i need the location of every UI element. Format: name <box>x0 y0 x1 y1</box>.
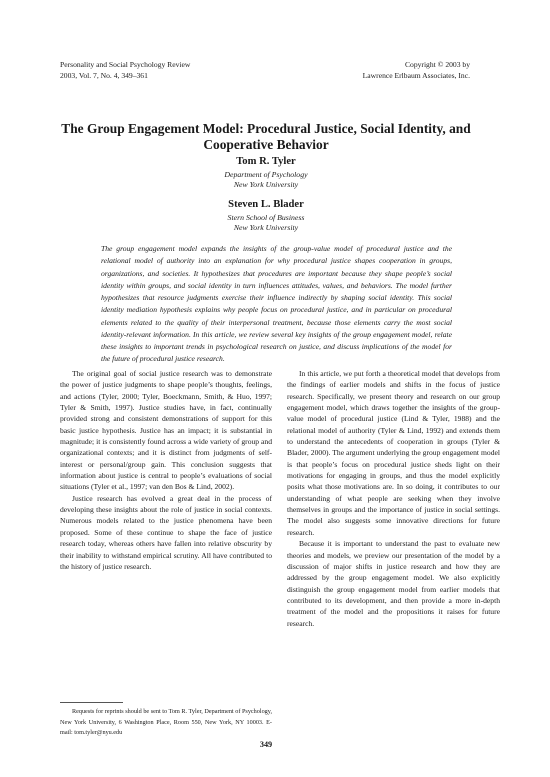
article-title: The Group Engagement Model: Procedural Justice, Social Identity, and Cooperative Behavior <box>61 121 471 152</box>
journal-name: Personality and Social Psychology Review <box>60 60 191 69</box>
body-paragraph: In this article, we put forth a theoretical model that develops from the findings of earlier models and shifts in the focus of justice research. Specifically, we present theory and research on our group engagement model, which draws together the insights of the group-value model of procedural justice (Lind & Tyler, 1988) and the relational model of authority (Tyler & Lind, 1992) and extends them to understand the antecedents of cooperation in groups (Tyler & Blader, 2000). The argument underlying the group engagement model is that people’s focus on procedural justice sheds light on their motivations for engaging in groups, and thus the model explicitly posits what those motivations are. In so doing, it contributes to our understanding of what people are seeking when they involve themselves in groups and the importance of justice in social settings. The model also suggests some innovative directions for future research. <box>287 369 500 537</box>
volume-info: 2003, Vol. 7, No. 4, 349–361 <box>60 70 148 80</box>
author-affiliation <box>60 170 472 191</box>
body-paragraph: Justice research has evolved a great deal in the process of developing these insights about the role of justice in social contexts. Numerous models related to the justice phenomena have been proposed. Some of these continue to shape the face of justice research today, whereas others have fallen into relative obscurity by their inability to withstand empirical scrutiny. All have contributed to the history of justice research. <box>60 493 272 571</box>
author-affiliation <box>60 213 472 234</box>
copyright-line: Copyright © 2003 by <box>404 60 470 69</box>
running-header-right <box>363 60 470 81</box>
footnote-divider <box>60 702 123 703</box>
body-paragraph: Because it is important to understand the past to evaluate new theories and models, we preview our presentation of the model by a discussion of major shifts in justice research and how they are addressed by the group engagement model. We also explicitly distinguish the group engagement model from earlier models that contributed to its development, and then provide a more in-depth treatment of the model and the propositions it raises for future research. <box>287 539 500 628</box>
author-institution: New York University <box>233 180 299 190</box>
page-number: 349 <box>259 740 273 749</box>
reprint-footnote: Requests for reprints should be sent to Tom R. Tyler, Department of Psychology, New York University, 6 Washington Place, Room 550, New York, NY 10003. E-mail: tom.tyler@nyu.edu <box>60 708 272 736</box>
running-header-left <box>60 60 190 81</box>
body-paragraph: The original goal of social justice research was to demonstrate the power of justice judgments to shape people’s thoughts, feelings, and actions (Tyler, 2000; Tyler, Boeckmann, Smith, & Huo, 1997; Tyler & Smith, 1997). Justice studies have, in fact, continually provided strong and consistent demonstrations of support for this basic justice hypothesis. Justice has an impact; it is substantial in magnitude; it is consistently found across a wide variety of group and organizational contexts; and it is distinct from judgments of self-interest or personal/group gain. This conclusion suggests that information about justice is central to people’s evaluations of social situations (Tyler et al., 1997; van den Bos & Lind, 2002). <box>60 369 272 492</box>
body-column-right <box>287 368 500 629</box>
author-department: Stern School of Business <box>227 213 305 222</box>
author-name: Tom R. Tyler <box>236 156 296 167</box>
abstract: The group engagement model expands the insights of the group-value model of procedural justice and the relational model of authority into an explanation for why procedural justice shapes cooperation in groups, organizations, and societies. It hypothesizes that procedures are important because they shape people’s social identity within groups, and social identity in turn influences attitudes, values, and behaviors. The model further hypothesizes that resource judgments exercise their influence indirectly by shaping social identity. This social identity mediation hypothesis explains why people focus on procedural justice, and in particular on procedural elements related to the quality of their interpersonal treatment, because those elements carry the most social identity-relevant information. In this article, we review several key insights of the group engagement model, relate these insights to important trends in psychological research on justice, and discuss implications of the model for the future of procedural justice research. <box>101 244 452 364</box>
author-name: Steven L. Blader <box>228 199 304 210</box>
author-department: Department of Psychology <box>224 170 308 179</box>
publisher-name: Lawrence Erlbaum Associates, Inc. <box>362 70 470 80</box>
author-institution: New York University <box>233 223 299 233</box>
body-column-left <box>60 368 272 572</box>
